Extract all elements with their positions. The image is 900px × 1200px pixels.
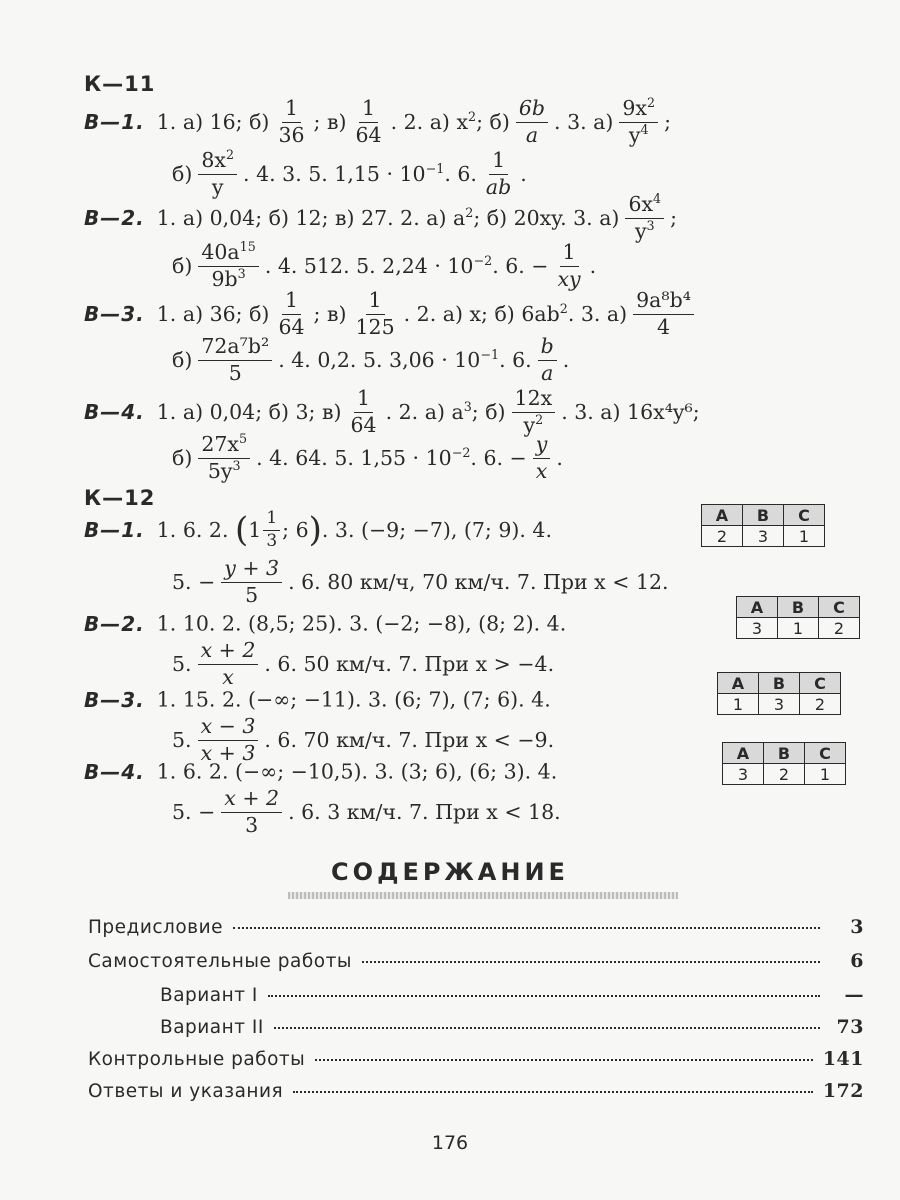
- fraction: $\frac{6b}{a}$: [516, 96, 548, 148]
- answer-text: 1. 15. 2. (−∞; −11). 3. (6; 7), (7; 6). 4.: [156, 687, 551, 712]
- variant-label: В—2.: [84, 206, 145, 231]
- variant-label: В—4.: [84, 400, 145, 425]
- k11-v4-line1: [84, 386, 700, 438]
- answer-text: 1. а) 0,04; б) 12; в) 27. 2. а) $a^2$; б) 20xy. 3. а): [156, 204, 620, 230]
- k12-v1-table: А В С 2 3 1: [701, 504, 825, 547]
- answer-text: .: [562, 347, 570, 372]
- answer-text: 1. а) 16; б): [156, 109, 270, 134]
- page-number: 176: [431, 1132, 469, 1154]
- toc-item[interactable]: Вариант II 73: [160, 1016, 864, 1038]
- answer-text: 5.: [172, 651, 192, 676]
- k12-v3-table: А В С 1 3 2: [717, 672, 841, 715]
- k11-v1-line1: [84, 96, 671, 148]
- k12-v2-line2: [172, 638, 554, 690]
- title-underline: [288, 892, 678, 899]
- answer-text: 1. а) 36; б): [156, 301, 270, 326]
- variant-label: В—1.: [84, 110, 145, 135]
- answer-text: . 6. 80 км/ч, 70 км/ч. 7. При x < 12.: [288, 569, 669, 594]
- answer-text: . 4. 64. 5. $1,55 \cdot 10^{-2}$. 6. −: [256, 444, 527, 470]
- k12-v4-line1: [84, 760, 557, 782]
- toc-item[interactable]: Вариант I —: [160, 984, 864, 1006]
- k11-v2-line1: [84, 192, 677, 244]
- answer-text: . 6. 70 км/ч. 7. При x < −9.: [264, 727, 555, 752]
- fraction: $\frac{1}{ab}$: [485, 148, 512, 199]
- answer-text: . 6. 50 км/ч. 7. При x > −4.: [264, 651, 555, 676]
- toc-item[interactable]: Ответы и указания 172: [88, 1080, 864, 1102]
- answer-text: 5. −: [172, 799, 216, 824]
- fraction: $\frac{27x^5}{5y^3}$: [198, 432, 250, 484]
- k11-v4-line2: [172, 432, 563, 484]
- fraction: $\frac{x + 2}{x}$: [198, 638, 259, 690]
- answer-text: . 4. 0,2. 5. $3,06 \cdot 10^{-1}$. 6.: [278, 346, 532, 372]
- fraction: $\frac{1}{3}$: [263, 508, 280, 552]
- answer-text: б): [172, 161, 193, 186]
- answer-text: . 3. (−9; −7), (7; 9). 4.: [321, 517, 552, 542]
- fraction: $\frac{x - 3}{x + 3}$: [198, 714, 259, 766]
- fraction: $\frac{b}{a}$: [538, 334, 557, 386]
- answer-text: ; в): [313, 301, 347, 326]
- k11-v3-line2: [172, 334, 569, 386]
- answer-text: . 6. 3 км/ч. 7. При x < 18.: [288, 799, 561, 824]
- answer-text: 1. а) 0,04; б) 3; в): [156, 399, 342, 424]
- answer-text: 5.: [172, 727, 192, 752]
- k12-v2-line1: [84, 612, 566, 634]
- fraction: $\frac{y}{x}$: [533, 432, 551, 484]
- mixed-number-pair: (: [235, 510, 249, 551]
- k12-v4-line2: [172, 786, 561, 838]
- fraction: $\frac{8x^2}{y}$: [198, 148, 237, 200]
- variant-label: В—3.: [84, 687, 145, 712]
- fraction: $\frac{\text{72a⁷b²}}{5}$: [198, 334, 272, 386]
- answer-text: 1. 6. 2.: [156, 517, 229, 542]
- answer-text: . 4. 512. 5. $2,24 \cdot 10^{-2}$. 6. −: [264, 252, 549, 278]
- answer-text: .: [520, 161, 527, 186]
- answer-text: ;: [664, 109, 671, 134]
- fraction: $\frac{1}{xy}$: [557, 240, 581, 291]
- answer-text: . 3. а): [554, 109, 614, 134]
- toc-item[interactable]: Предисловие 3: [88, 916, 864, 938]
- variant-label: В—2.: [84, 611, 145, 636]
- toc-item[interactable]: Контрольные работы 141: [88, 1048, 864, 1070]
- k12-v1-line2: [172, 556, 669, 608]
- fraction: $\frac{6x^4}{y^3}$: [625, 192, 664, 244]
- fraction: $\frac{40a^{15}}{9b^3}$: [198, 240, 258, 292]
- fraction: $\frac{1}{64}$: [355, 96, 382, 147]
- answer-text: .: [556, 445, 563, 470]
- fraction: $\frac{1}{36}$: [278, 96, 305, 147]
- fraction: $\frac{\text{9a⁸b⁴}}{4}$: [633, 288, 694, 340]
- variant-label: В—3.: [84, 302, 145, 327]
- answer-text: . 2. а) $x^2$; б): [390, 108, 510, 134]
- answer-text: . 2. а) x; б) $6ab^2$. 3. а): [403, 300, 628, 326]
- k12-heading: К—12: [84, 486, 156, 510]
- k12-v4-table: А В С 3 2 1: [722, 742, 846, 785]
- fraction: $\frac{1}{125}$: [355, 288, 395, 339]
- answer-text: 1. 6. 2. (−∞; −10,5). 3. (3; 6), (6; 3). 4.: [156, 759, 558, 784]
- k12-v1-line1: В—1. 1. 6. 2. (1 $\frac{1}{3}$ ; 6). 3. (−9; −7), (7; 9). 4.: [84, 508, 552, 551]
- k11-v2-line2: [172, 240, 596, 292]
- toc-item[interactable]: Самостоятельные работы 6: [88, 950, 864, 972]
- k11-v3-line1: [84, 288, 700, 340]
- variant-label: В—4.: [84, 759, 145, 784]
- answer-text: б): [172, 347, 193, 372]
- answer-text: ; 6: [282, 517, 309, 542]
- answer-text: . 3. а) 16x⁴y⁶;: [561, 399, 700, 424]
- answer-text: . 4. 3. 5. $1,15 \cdot 10^{-1}$. 6.: [243, 160, 477, 186]
- answer-text: б): [172, 445, 193, 470]
- answer-text: б): [172, 253, 193, 278]
- fraction: $\frac{9x^2}{y^4}$: [619, 96, 658, 148]
- answer-text: 1: [248, 517, 262, 542]
- answer-text: . 2. а) $a^3$; б): [385, 398, 506, 424]
- answer-text: 5. −: [172, 569, 216, 594]
- fraction: $\frac{y + 3}{5}$: [221, 556, 282, 608]
- k12-v3-line1: [84, 688, 551, 710]
- fraction: $\frac{x + 2}{3}$: [221, 786, 282, 838]
- contents-title: СОДЕРЖАНИЕ: [331, 858, 569, 886]
- k11-heading: К—11: [84, 72, 156, 96]
- answer-text: .: [589, 253, 597, 278]
- answer-text: ; в): [313, 109, 347, 134]
- answer-text: 1. 10. 2. (8,5; 25). 3. (−2; −8), (8; 2). 4.: [156, 611, 567, 636]
- fraction: $\frac{1}{64}$: [350, 386, 377, 437]
- fraction: $\frac{1}{64}$: [278, 288, 305, 339]
- variant-label: В—1.: [84, 518, 145, 543]
- k12-v2-table: А В С 3 1 2: [736, 596, 860, 639]
- answer-text: ;: [670, 205, 678, 230]
- fraction: $\frac{12x}{y^2}$: [512, 386, 556, 438]
